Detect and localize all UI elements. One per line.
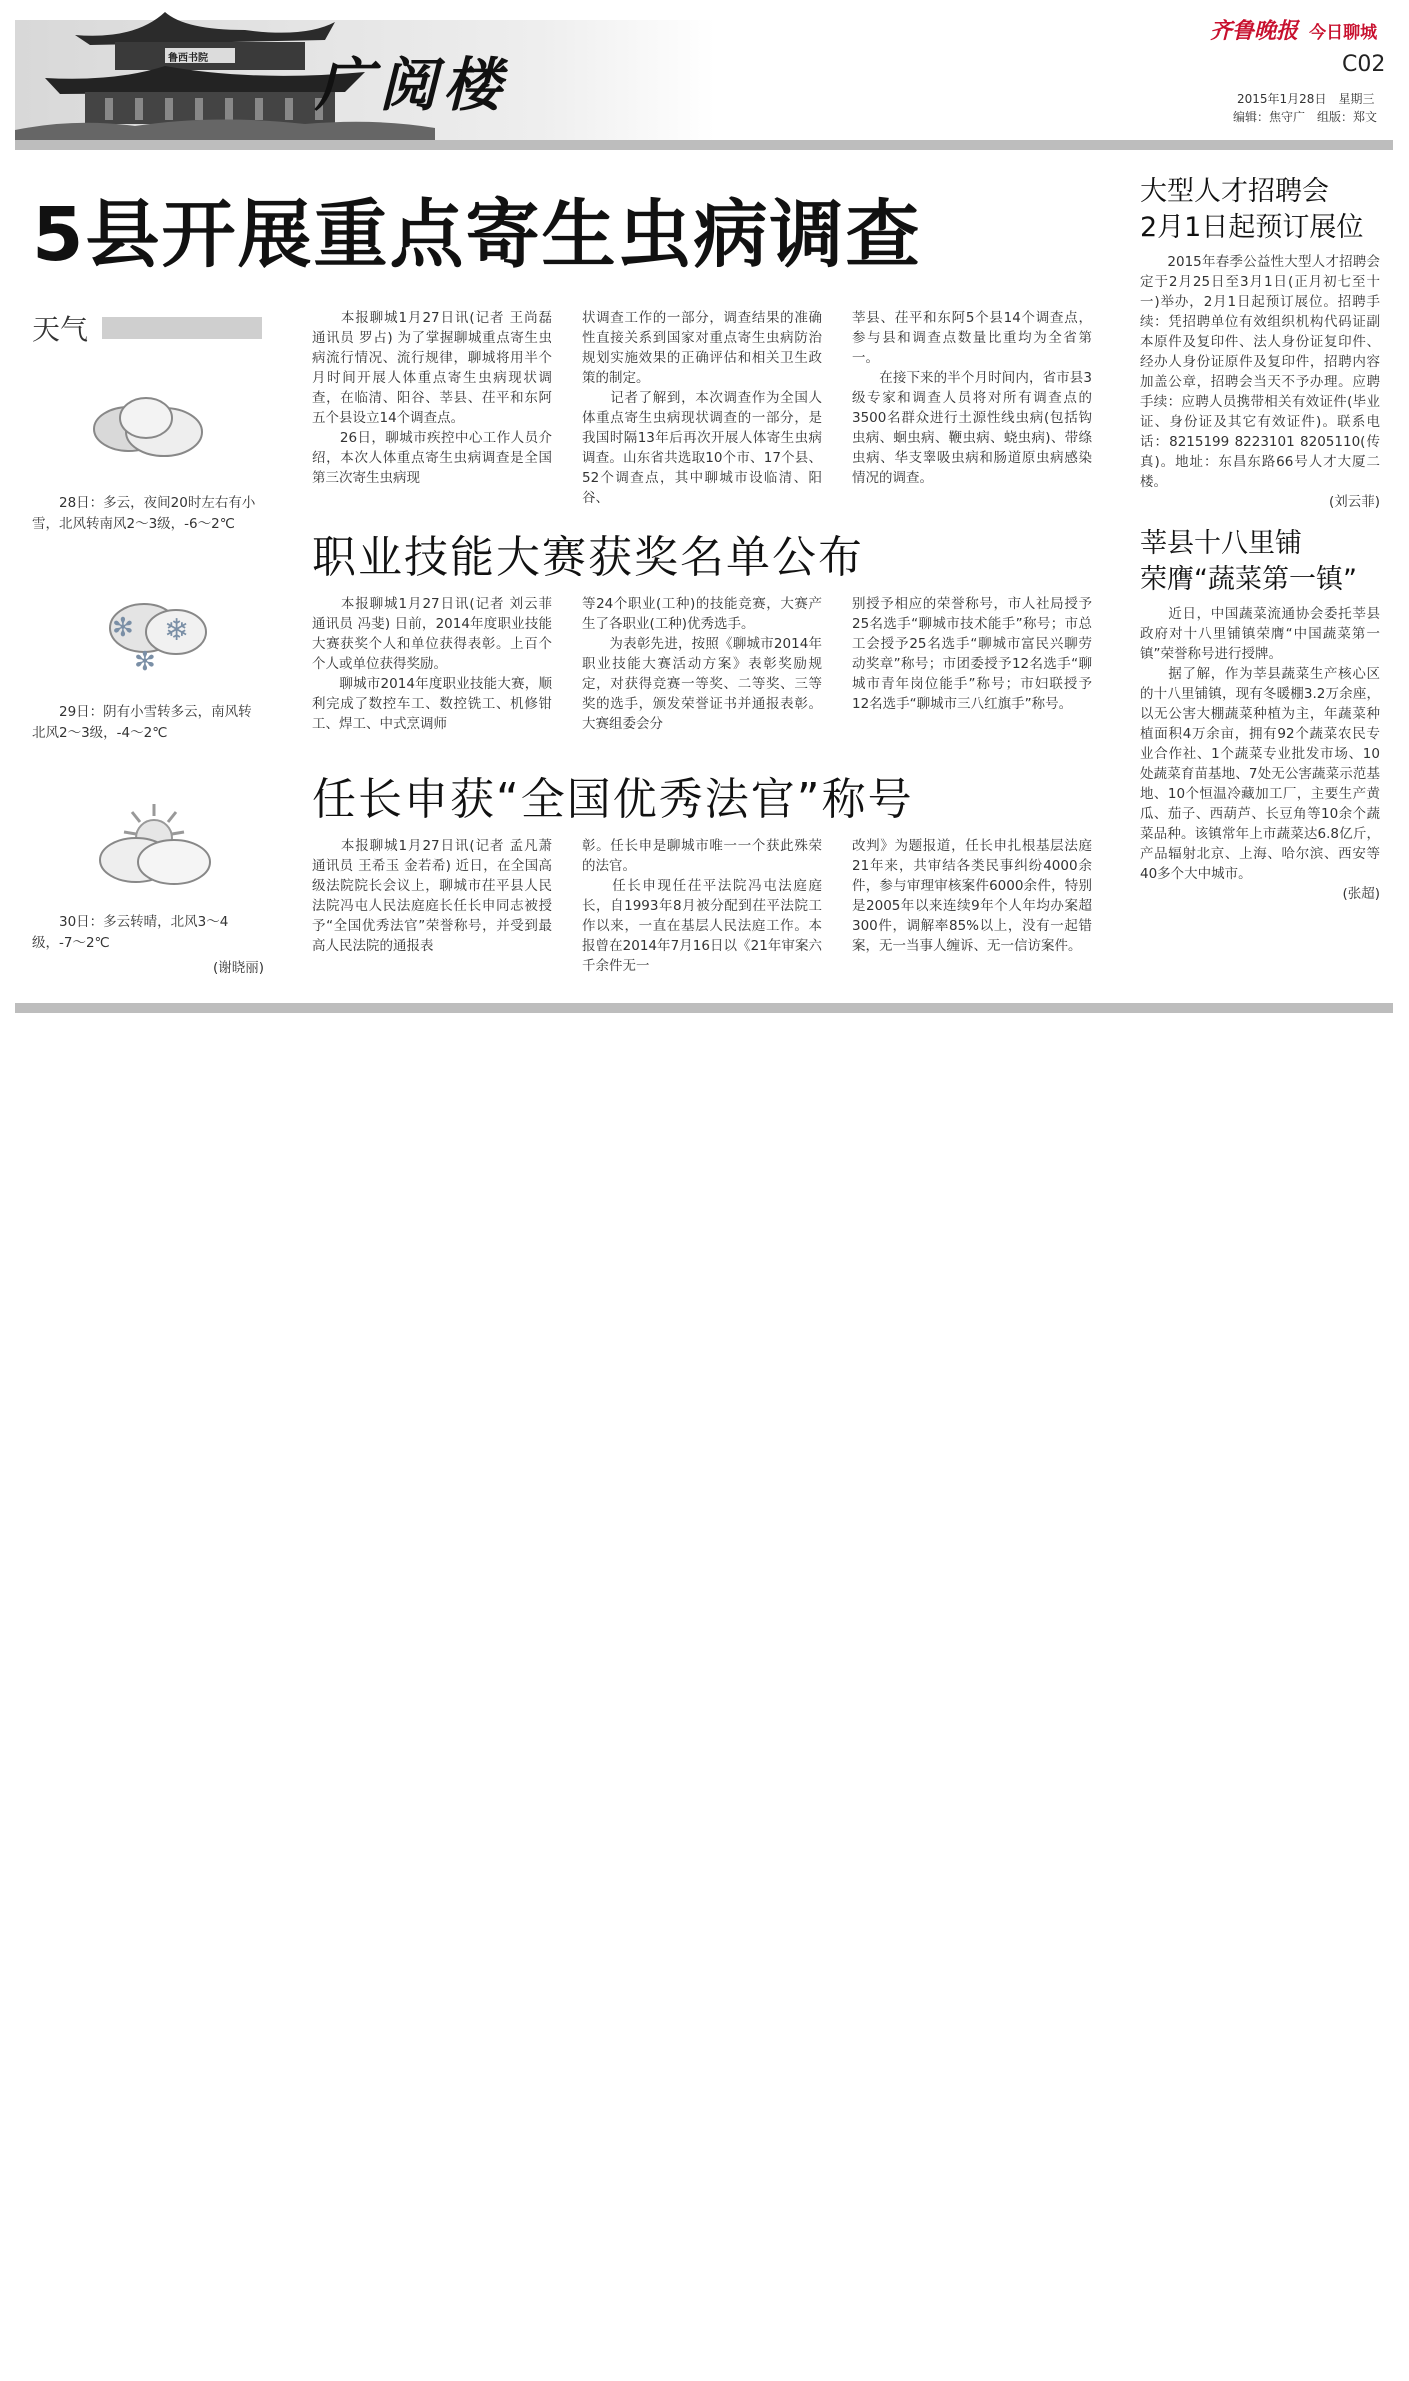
weather-day-28: 28日：多云，夜间20时左右有小雪，北风转南风2～3级，-6～2℃ [32, 495, 256, 532]
top-rule [15, 140, 1393, 150]
column-title: 广阅楼 [315, 51, 508, 119]
weather-box [32, 308, 272, 988]
main-story-col2: 状调查工作的一部分，调查结果的准确性直接关系到国家对重点寄生虫病防治规划实施效果的正确评估和相关卫生政策的制定。 记者了解到，本次调查作为全国人体重点寄生虫病现状调查的一部分，是我国时隔13年后再次开展人体寄生虫病调查。山东省共选取10个市、17个县、52个调查点，其中聊城市设临清、阳谷、 [582, 310, 822, 506]
sun-cloud-icon [84, 800, 224, 890]
paper-name: 齐鲁晚报 [1210, 19, 1299, 44]
main-story-col1: 本报聊城1月27日讯(记者 王尚磊 通讯员 罗占) 为了掌握聊城重点寄生虫病流行情况、流行规律，聊城将用半个月时间开展人体重点寄生虫病现状调查，在临清、阳谷、莘县、茌平和东阿五个县设立14个调查点。 26日，聊城市疾控中心工作人员介绍，本次人体重点寄生虫病调查是全国第三次寄生虫病现 [312, 310, 552, 486]
sidebar-story1-body: 2015年春季公益性大型人才招聘会定于2月25日至3月1日(正月初七至十一)举办，2月1日起预订展位。招聘手续：凭招聘单位有效组织机构代码证副本原件及复印件、法人身份证复印件、经办人身份证原件及复印件，招聘内容加盖公章，招聘会当天不予办理。应聘手续：应聘人员携带相关有效证件(毕业证、身份证及其它有效证件)。联系电话：8215199 8223101 8205110(传真)。地址：东昌东路66号人才大厦二楼。 [1140, 254, 1380, 490]
weather-label-bar [102, 317, 262, 339]
sidebar-story1-byline: (刘云菲) [1328, 494, 1380, 510]
sidebar-story1-headline-line2: 2月1日起预订展位 [1140, 212, 1364, 243]
svg-text:❄: ❄ [164, 613, 190, 648]
sidebar-story2-headline-line2: 荣膺“蔬菜第一镇” [1140, 564, 1357, 595]
story3-col3: 改判》为题报道，任长申扎根基层法庭21年来，共审结各类民事纠纷4000余件，参与审理审核案件6000余件，特别是2005年以来连续9年个人年均办案超300件，调解率85%以上，没有一起错案，无一当事人缠诉、无一信访案件。 [852, 838, 1092, 954]
masthead [15, 0, 1395, 152]
sidebar-story2-byline: (张超) [1342, 886, 1380, 902]
weather-label: 天气 [32, 313, 89, 346]
section-name: 今日聊城 [1309, 23, 1378, 43]
weather-day-30: 30日：多云转晴，北风3～4级，-7～2℃ [32, 914, 229, 951]
main-story-col3: 莘县、茌平和东阿5个县14个调查点，参与县和调查点数量比重均为全省第一。 在接下来的半个月时间内，省市县3级专家和调查人员将对所有调查点的3500名群众进行土源性线虫病(包括钩虫病、蛔虫病、鞭虫病、蛲虫病)、带绦虫病、华支睾吸虫病和肠道原虫病感染情况的调查。 [852, 310, 1092, 486]
weather-day-29: 29日：阴有小雪转多云，南风转北风2～3级，-4～2℃ [32, 704, 252, 741]
date-line: 2015年1月28日 星期三 [1237, 92, 1375, 106]
svg-text:✻: ✻ [134, 647, 156, 677]
story2-col3: 别授予相应的荣誉称号，市人社局授予25名选手“聊城市技术能手”称号；市总工会授予25名选手“聊城市富民兴聊劳动奖章”称号；市团委授予12名选手“聊城市青年岗位能手”称号；市妇联授予12名选手“聊城市三八红旗手”称号。 [852, 596, 1092, 712]
svg-text:✻: ✻ [112, 613, 134, 643]
story3-col1: 本报聊城1月27日讯(记者 孟凡萧 通讯员 王希玉 金若希) 近日，在全国高级法院院长会议上，聊城市茌平县人民法院冯屯人民法庭庭长任长申同志被授予“全国优秀法官”荣誉称号，并受到最高人民法院的通报表 [312, 838, 557, 954]
weather-byline: (谢晓丽) [212, 960, 264, 976]
bottom-rule [15, 1003, 1393, 1013]
sidebar-story2-body: 近日，中国蔬菜流通协会委托莘县政府对十八里铺镇荣膺“中国蔬菜第一镇”荣誉称号进行授牌。 据了解，作为莘县蔬菜生产核心区的十八里铺镇，现有冬暖棚3.2万余座，以无公害大棚蔬菜种植为主，年蔬菜种植面积4万余亩，拥有92个蔬菜农民专业合作社、1个蔬菜专业批发市场、10处蔬菜育苗基地、7处无公害蔬菜示范基地、10个恒温冷藏加工厂，主要生产黄瓜、茄子、西葫芦、长豆角等10余个蔬菜品种。该镇常年上市蔬菜达6.8亿斤，产品辐射北京、上海、哈尔滨、西安等40多个大中城市。 [1140, 606, 1380, 882]
story2-col1: 本报聊城1月27日讯(记者 刘云菲 通讯员 冯斐) 日前，2014年度职业技能大赛获奖个人和单位获得表彰。上百个个人或单位获得奖励。 聊城市2014年度职业技能大赛，顺利完成了数控车工、数控铣工、机修钳工、焊工、中式烹调师 [312, 596, 552, 732]
snow-cloud-icon [94, 588, 224, 678]
editor-line: 编辑：焦守广 组版：郑文 [1233, 110, 1378, 124]
sidebar-story1-headline-line1: 大型人才招聘会 [1140, 176, 1329, 207]
story3-col2: 彰。任长申是聊城市唯一一个获此殊荣的法官。 任长申现任茌平法院冯屯法庭庭长，自1993年8月被分配到茌平法院工作以来，一直在基层人民法庭工作。本报曾在2014年7月16日以《21年审案六千余件无一 [582, 838, 822, 974]
story3-headline: 任长申获“全国优秀法官”称号 [312, 774, 914, 825]
sidebar [1140, 174, 1380, 904]
story2-col2: 等24个职业(工种)的技能竞赛，大赛产生了各职业(工种)优秀选手。 为表彰先进，按照《聊城市2014年职业技能大赛活动方案》表彰奖励规定，对获得竞赛一等奖、二等奖、三等奖的选手，颁发荣誉证书并通报表彰。大赛组委会分 [582, 596, 822, 732]
page-number: C02 [1342, 52, 1386, 77]
pavilion-plaque: 鲁西书院 [168, 53, 208, 64]
main-headline: 5县开展重点寄生虫病调查 [32, 192, 922, 278]
sidebar-story2-headline-line1: 莘县十八里铺 [1140, 528, 1302, 559]
story2-headline: 职业技能大赛获奖名单公布 [312, 532, 864, 583]
cloud-icon [84, 384, 214, 464]
paper-brand [1210, 14, 1377, 45]
